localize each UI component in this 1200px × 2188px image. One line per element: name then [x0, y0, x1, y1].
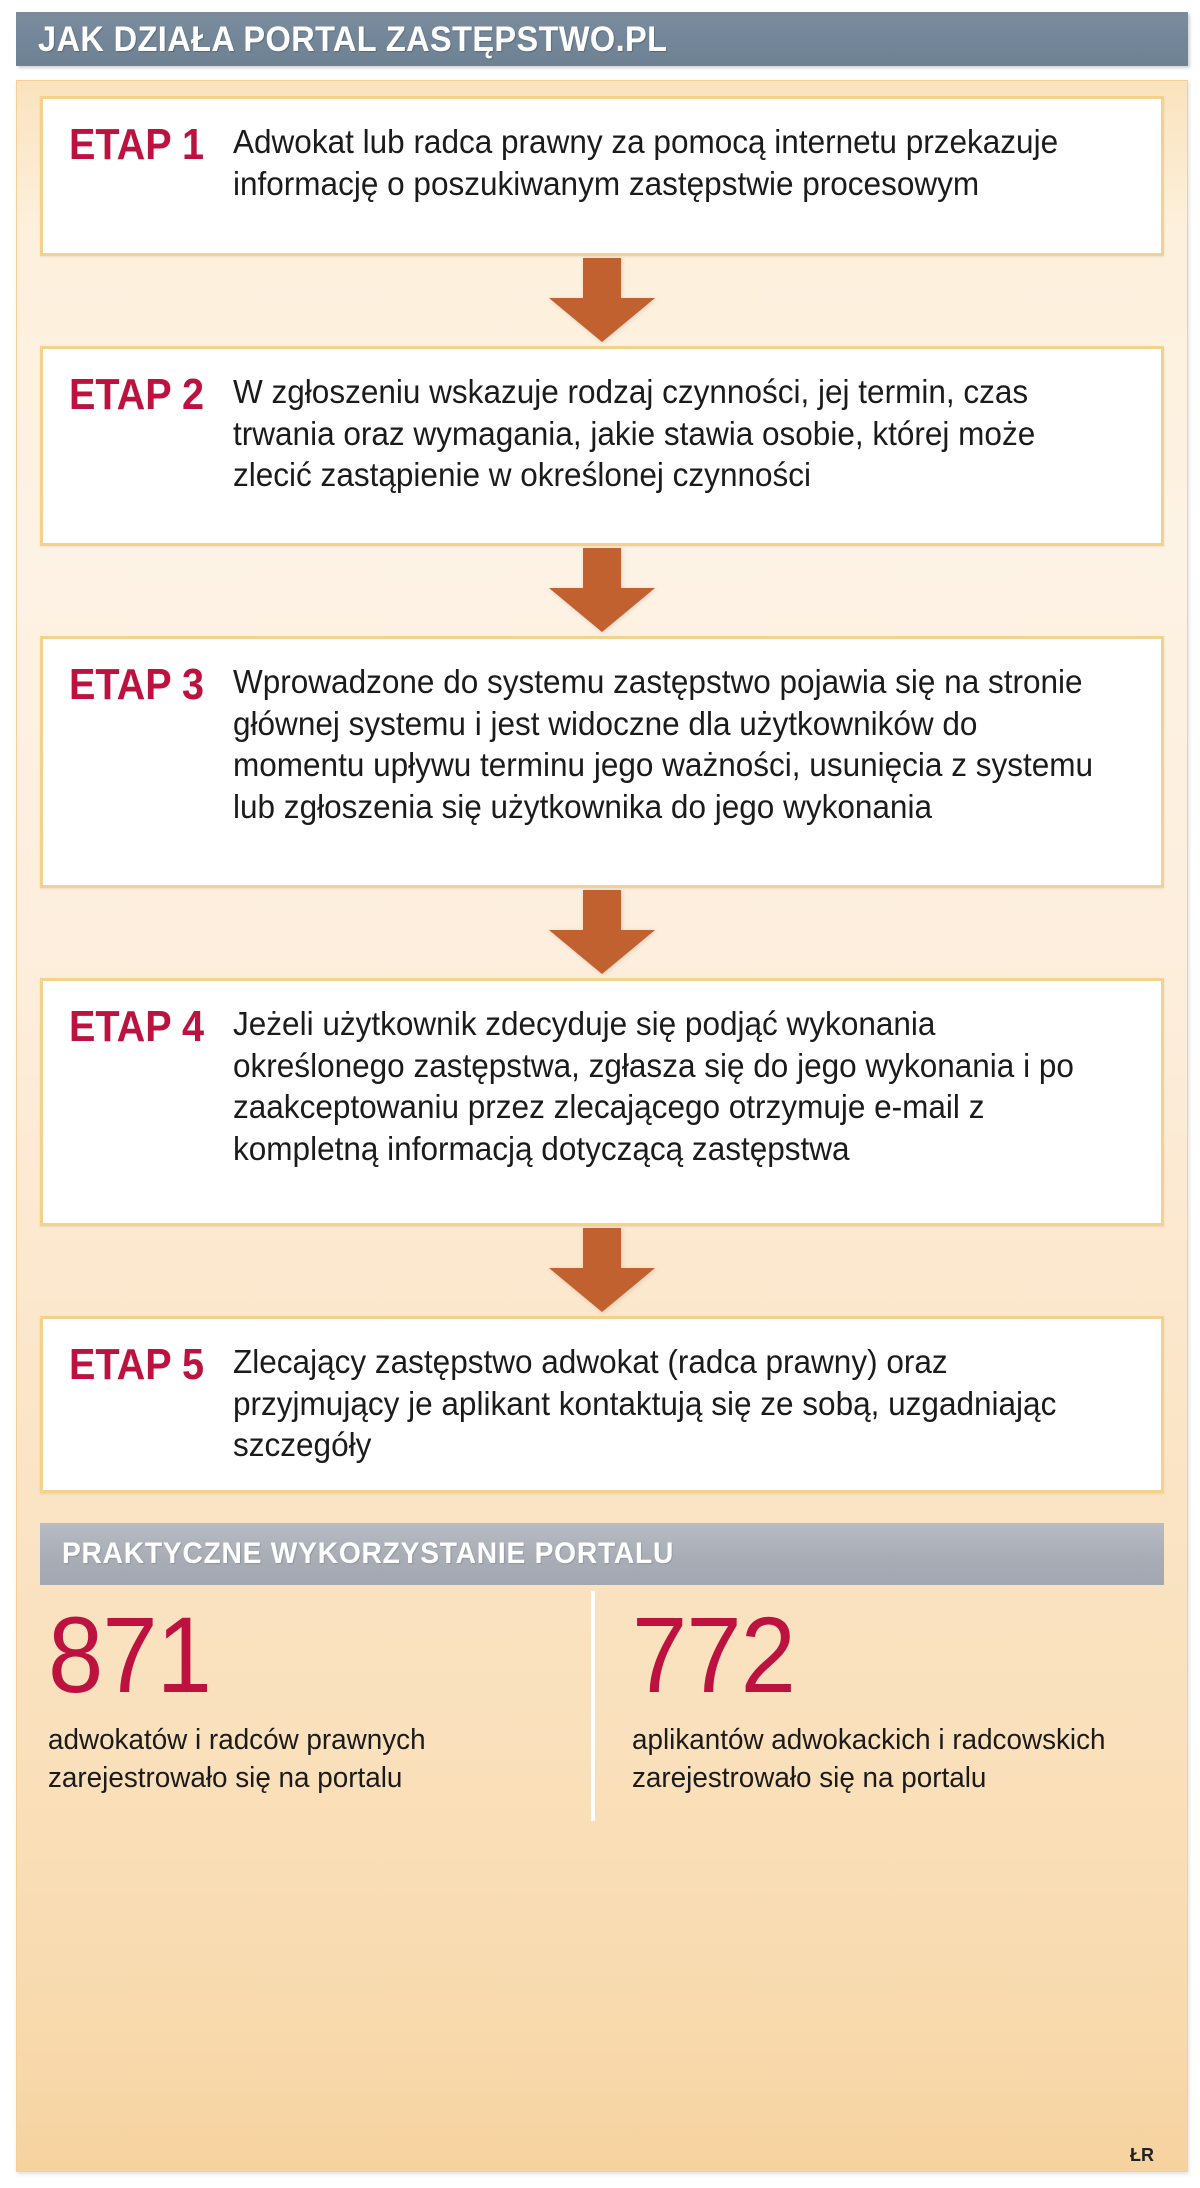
stats-body	[40, 1585, 1164, 1798]
stat-number-trainees: 772	[632, 1593, 796, 1715]
step-box-3	[40, 636, 1164, 888]
down-arrow-icon	[543, 548, 661, 634]
step-text-4: Jeżeli użytkownik zdecyduje się podjąć wykonania określonego zastępstwa, zgłasza się do jego wykonania i po zaakceptowaniu przez zlecającego otrzymuje e-mail z kompletną informacją dotyczącą zastępstwa	[232, 1005, 1074, 1167]
stat-item-lawyers	[40, 1593, 602, 1798]
infographic-title-bar	[16, 12, 1188, 66]
down-arrow-icon	[543, 890, 661, 976]
stat-number-lawyers: 871	[48, 1593, 212, 1715]
down-arrow-icon	[543, 258, 661, 344]
step-label-3: ETAP 3	[69, 660, 204, 709]
step-text-5: Zlecający zastępstwo adwokat (radca prawny) oraz przyjmujący je aplikant kontaktują się ze sobą, uzgadniając szczegóły	[232, 1343, 1057, 1464]
stat-caption-lawyers: adwokatów i radców prawnych zarejestrowało się na portalu	[48, 1723, 426, 1794]
step-box-1	[40, 96, 1164, 256]
arrow-2-to-3	[16, 546, 1188, 636]
step-text-1: Adwokat lub radca prawny za pomocą internetu przekazuje informację o poszukiwanym zastępstwie procesowym	[232, 123, 1059, 202]
step-label-4: ETAP 4	[69, 1002, 204, 1051]
stat-item-trainees	[602, 1593, 1164, 1798]
stats-section	[40, 1523, 1164, 1798]
arrow-3-to-4	[16, 888, 1188, 978]
step-box-2	[40, 346, 1164, 546]
page-title: JAK DZIAŁA PORTAL ZASTĘPSTWO.PL	[38, 19, 668, 59]
step-box-5	[40, 1316, 1164, 1493]
step-text-2: W zgłoszeniu wskazuje rodzaj czynności, jej termin, czas trwania oraz wymagania, jakie stawia osobie, której może zlecić zastąpienie w określonej czynności	[232, 373, 1036, 494]
stat-caption-trainees: aplikantów adwokackich i radcowskich zarejestrowało się na portalu	[632, 1723, 1106, 1794]
step-text-3: Wprowadzone do systemu zastępstwo pojawia się na stronie głównej systemu i jest widoczne dla użytkowników do momentu upływu terminu jego ważności, usunięcia z systemu lub zgłoszenia się użytkownika do jego wykonania	[232, 663, 1094, 825]
step-label-1: ETAP 1	[69, 120, 204, 169]
stats-section-header	[40, 1523, 1164, 1585]
steps-flow	[16, 80, 1188, 1797]
arrow-4-to-5	[16, 1226, 1188, 1316]
step-box-4	[40, 978, 1164, 1226]
step-label-2: ETAP 2	[69, 370, 204, 419]
stats-section-title: PRAKTYCZNE WYKORZYSTANIE PORTALU	[62, 1536, 675, 1570]
step-label-5: ETAP 5	[69, 1340, 204, 1389]
arrow-1-to-2	[16, 256, 1188, 346]
author-credit: ŁR	[1130, 2145, 1154, 2165]
down-arrow-icon	[543, 1228, 661, 1314]
